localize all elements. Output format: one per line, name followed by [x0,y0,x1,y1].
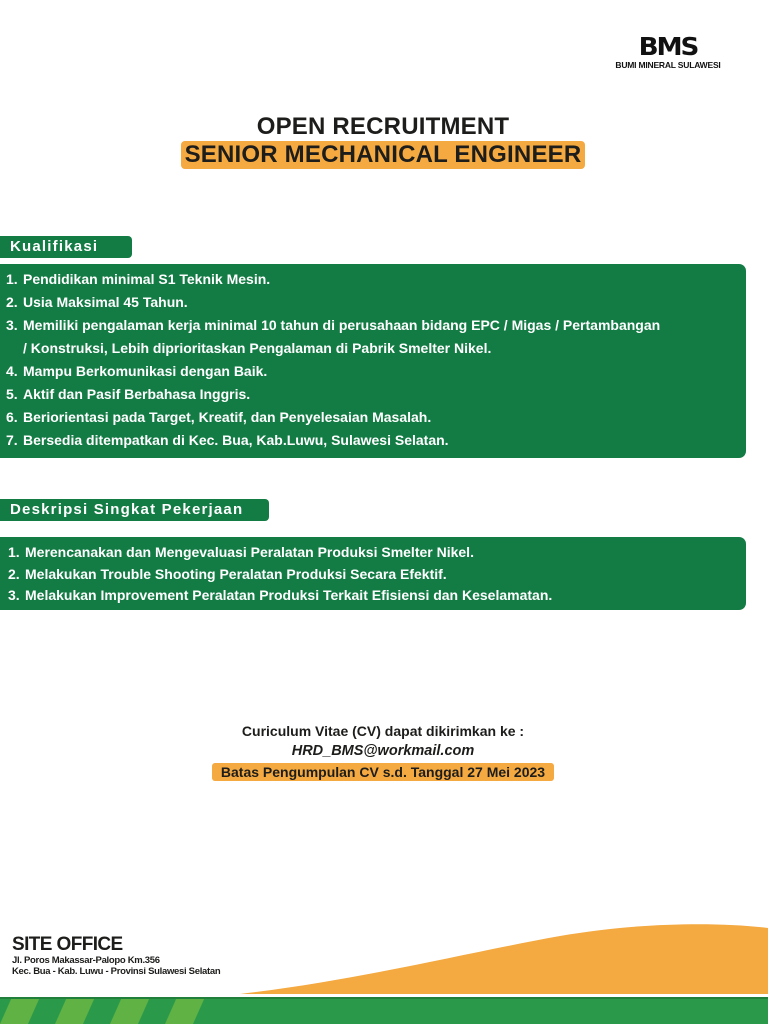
logo-subtitle: BUMI MINERAL SULAWESI [615,60,721,70]
list-item-text: Pendidikan minimal S1 Teknik Mesin. [23,271,271,287]
list-item-number: 6. [6,409,18,425]
list-item-number: 2. [6,294,18,310]
recruitment-title: OPEN RECRUITMENT [256,113,510,140]
position-title: SENIOR MECHANICAL ENGINEER [181,141,586,169]
list-item-text: Beriorientasi pada Target, Kreatif, dan Penyelesaian Masalah. [23,409,432,425]
list-item [8,564,746,586]
list-item-number: 5. [6,386,18,402]
cv-instruction: Curiculum Vitae (CV) dapat dikirimkan ke : [241,723,525,739]
list-item [6,406,746,429]
list-item-text: Mampu Berkomunikasi dengan Baik. [23,363,268,379]
logo-mark: BMS [638,32,698,61]
list-item-text: Merencanakan dan Mengevaluasi Peralatan Produksi Smelter Nikel. [25,544,474,560]
qualifications-list [0,264,746,458]
list-item-number: 3. [8,587,20,603]
list-item-text: Aktif dan Pasif Berbahasa Inggris. [23,386,251,402]
job-description-heading: Deskripsi Singkat Pekerjaan [0,499,269,521]
list-item-number [6,337,23,360]
list-item [6,314,746,337]
list-item-text: Memiliki pengalaman kerja minimal 10 tahun di perusahaan bidang EPC / Migas / Pertambangan [23,317,661,333]
site-address-line-1: Jl. Poros Makassar-Palopo Km.356 [12,955,160,966]
site-address-line-2: Kec. Bua - Kab. Luwu - Provinsi Sulawesi Selatan [12,966,221,977]
list-item [6,429,746,452]
footer-white-gap [0,994,768,997]
job-description-list [0,537,746,610]
list-item-text: Melakukan Trouble Shooting Peralatan Produksi Secara Efektif. [25,565,447,582]
contact-section [0,721,766,782]
deadline-badge: Batas Pengumpulan CV s.d. Tanggal 27 Mei 2023 [212,763,554,781]
footer-dark-edge [0,997,768,999]
position-title-wrap [0,141,766,169]
list-item [6,291,746,314]
list-item [8,585,746,607]
list-item-text: Usia Maksimal 45 Tahun. [23,294,188,310]
site-office-title: SITE OFFICE [12,934,123,955]
list-item-text: / Konstruksi, Lebih diprioritaskan Pengalaman di Pabrik Smelter Nikel. [23,340,492,356]
list-item-number: 1. [8,544,20,560]
company-logo [608,34,728,70]
list-item [6,383,746,406]
list-item [6,268,746,291]
list-item [8,542,746,564]
list-item-text: Bersedia ditempatkan di Kec. Bua, Kab.Luwu, Sulawesi Selatan. [23,432,449,448]
qualifications-heading: Kualifikasi [0,236,132,258]
list-item-number: 1. [6,271,18,287]
list-item-number: 7. [6,432,18,448]
site-office-block [12,935,220,977]
list-item-number: 3. [6,317,18,333]
list-item [6,360,746,383]
list-item-text: Melakukan Improvement Peralatan Produksi Terkait Efisiensi dan Keselamatan. [25,587,553,603]
contact-email-link[interactable]: HRD_BMS@workmail.com [291,743,475,759]
list-item-number: 2. [8,565,20,582]
list-item-continuation [6,337,746,360]
list-item-number: 4. [6,363,18,379]
